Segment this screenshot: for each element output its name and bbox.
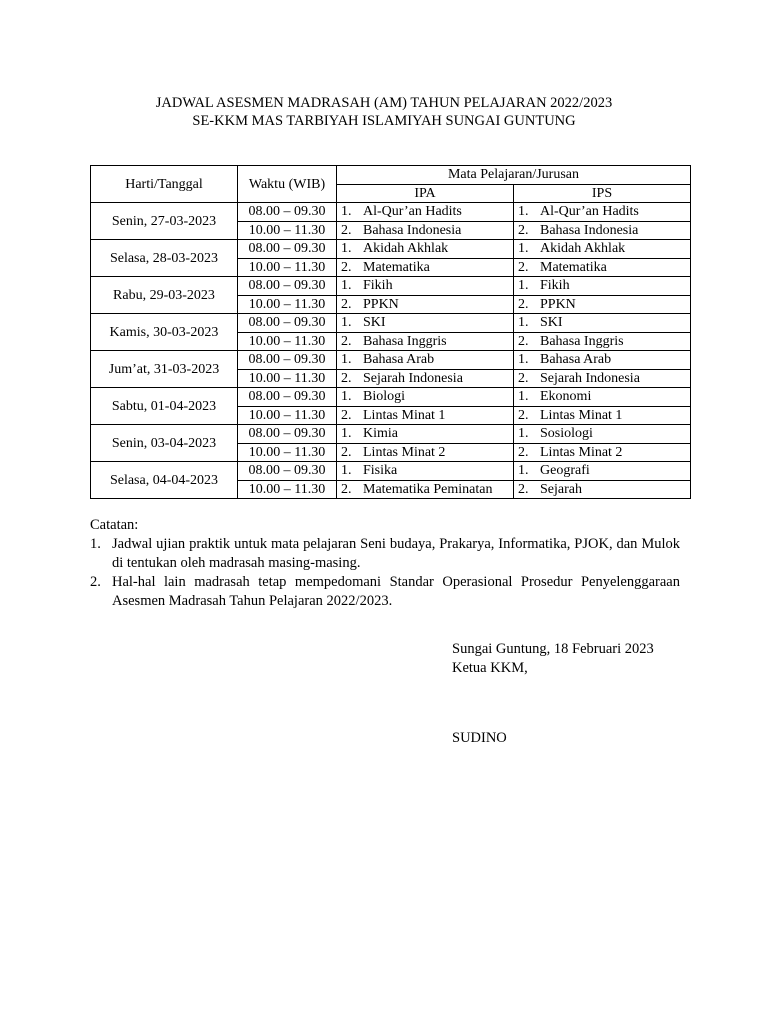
cell-ipa-subject [337,406,514,425]
ips-subject-name: Lintas Minat 1 [540,407,623,423]
ips-subject-name: Sejarah Indonesia [540,370,640,386]
cell-day: Jum’at, 31-03-2023 [91,351,238,388]
signature-place-date: Sungai Guntung, 18 Februari 2023 [452,641,654,657]
cell-time: 10.00 – 11.30 [238,295,337,314]
ips-subject-name: Matematika [540,259,607,275]
cell-ips-subject [514,258,691,277]
table-row [91,388,691,407]
ipa-subject-name: Fikih [363,278,393,294]
ipa-item-number: 2. [341,259,352,275]
header-ipa: IPA [337,184,514,203]
cell-ips-subject [514,406,691,425]
cell-day: Rabu, 29-03-2023 [91,277,238,314]
table-row [91,277,691,296]
table-row [91,462,691,481]
ips-item-number: 2. [518,407,529,423]
ipa-subject-name: PPKN [363,296,399,312]
header-time: Waktu (WIB) [238,166,337,203]
cell-time: 08.00 – 09.30 [238,351,337,370]
notes-section [90,516,680,611]
ips-subject-name: Sosiologi [540,426,593,442]
ipa-item-number: 1. [341,426,352,442]
ipa-subject-name: Biologi [363,389,406,405]
ipa-subject-name: Sejarah Indonesia [363,370,463,386]
table-row [91,203,691,222]
ipa-item-number: 1. [341,463,352,479]
cell-ips-subject [514,332,691,351]
cell-day: Senin, 03-04-2023 [91,425,238,462]
note-item [90,573,680,611]
ips-item-number: 1. [518,241,529,257]
note-item [90,535,680,573]
cell-ipa-subject [337,425,514,444]
ipa-item-number: 2. [341,333,352,349]
cell-ipa-subject [337,443,514,462]
cell-ipa-subject [337,295,514,314]
document-title: JADWAL ASESMEN MADRASAH (AM) TAHUN PELAJARAN 2022/2023 [155,95,613,111]
ipa-item-number: 2. [341,444,352,460]
ips-subject-name: SKI [540,315,563,331]
notes-list [90,535,680,611]
note-text: Hal-hal lain madrasah tetap mempedomani Standar Operasional Prosedur Penyelenggaraan Asesmen Madrasah Tahun Pelajaran 2022/2023. [112,574,680,609]
cell-ipa-subject [337,203,514,222]
note-text: Jadwal ujian praktik untuk mata pelajaran Seni budaya, Prakarya, Informatika, PJOK, dan Mulok di tentukan oleh madrasah masing-masing. [112,536,680,571]
ips-item-number: 1. [518,315,529,331]
ips-subject-name: Bahasa Arab [540,352,612,368]
ipa-item-number: 1. [341,204,352,220]
ipa-subject-name: Lintas Minat 2 [363,444,446,460]
ipa-item-number: 2. [341,481,352,497]
ips-subject-name: Geografi [540,463,590,479]
cell-ipa-subject [337,258,514,277]
cell-time: 10.00 – 11.30 [238,480,337,499]
cell-ipa-subject [337,277,514,296]
cell-time: 10.00 – 11.30 [238,221,337,240]
header-subject-group: Mata Pelajaran/Jurusan [337,166,691,185]
table-row [91,314,691,333]
ips-subject-name: Ekonomi [540,389,592,405]
cell-time: 08.00 – 09.30 [238,203,337,222]
cell-ipa-subject [337,388,514,407]
ips-subject-name: PPKN [540,296,576,312]
cell-time: 08.00 – 09.30 [238,240,337,259]
ips-item-number: 2. [518,481,529,497]
ips-subject-name: Fikih [540,278,570,294]
ipa-item-number: 2. [341,296,352,312]
cell-ipa-subject [337,480,514,499]
cell-day: Kamis, 30-03-2023 [91,314,238,351]
cell-time: 10.00 – 11.30 [238,406,337,425]
ipa-subject-name: Matematika [363,259,430,275]
cell-ipa-subject [337,332,514,351]
cell-ipa-subject [337,221,514,240]
cell-ips-subject [514,425,691,444]
cell-ipa-subject [337,369,514,388]
table-header-row [91,166,691,185]
cell-ips-subject [514,369,691,388]
ipa-subject-name: Lintas Minat 1 [363,407,446,423]
ips-item-number: 2. [518,259,529,275]
ipa-item-number: 2. [341,222,352,238]
cell-day: Senin, 27-03-2023 [91,203,238,240]
ips-subject-name: Bahasa Inggris [540,333,624,349]
ipa-item-number: 2. [341,370,352,386]
cell-ipa-subject [337,240,514,259]
cell-ips-subject [514,295,691,314]
cell-day: Selasa, 28-03-2023 [91,240,238,277]
ipa-subject-name: Akidah Akhlak [363,241,449,257]
ipa-subject-name: Matematika Peminatan [363,481,493,497]
ipa-subject-name: Kimia [363,426,398,442]
cell-ips-subject [514,388,691,407]
ipa-item-number: 1. [341,352,352,368]
ipa-subject-name: Bahasa Indonesia [363,222,462,238]
cell-time: 08.00 – 09.30 [238,314,337,333]
ips-item-number: 2. [518,370,529,386]
table-row [91,425,691,444]
header-ips: IPS [514,184,691,203]
ips-subject-name: Sejarah [540,481,582,497]
ips-item-number: 1. [518,204,529,220]
table-row [91,240,691,259]
header-day: Harti/Tanggal [91,166,238,203]
ipa-subject-name: Bahasa Inggris [363,333,447,349]
cell-ips-subject [514,203,691,222]
schedule-body [91,203,691,499]
cell-ipa-subject [337,314,514,333]
ipa-subject-name: Bahasa Arab [363,352,435,368]
note-number: 2. [90,574,101,590]
cell-ipa-subject [337,351,514,370]
ips-subject-name: Al-Qur’an Hadits [540,204,639,220]
cell-time: 08.00 – 09.30 [238,462,337,481]
ipa-subject-name: Fisika [363,463,398,479]
ips-subject-name: Bahasa Indonesia [540,222,639,238]
signature-name: SUDINO [452,730,507,746]
ipa-subject-name: Al-Qur’an Hadits [363,204,462,220]
cell-time: 10.00 – 11.30 [238,369,337,388]
cell-ips-subject [514,221,691,240]
cell-ips-subject [514,351,691,370]
cell-ips-subject [514,443,691,462]
cell-time: 08.00 – 09.30 [238,388,337,407]
ips-item-number: 2. [518,296,529,312]
ipa-subject-name: SKI [363,315,386,331]
ips-item-number: 1. [518,278,529,294]
ipa-item-number: 1. [341,315,352,331]
ipa-item-number: 1. [341,241,352,257]
cell-time: 08.00 – 09.30 [238,425,337,444]
cell-time: 10.00 – 11.30 [238,443,337,462]
ips-item-number: 1. [518,463,529,479]
signature-position: Ketua KKM, [452,660,528,676]
ipa-item-number: 2. [341,407,352,423]
cell-day: Sabtu, 01-04-2023 [91,388,238,425]
ips-item-number: 2. [518,222,529,238]
ips-item-number: 2. [518,444,529,460]
table-row [91,351,691,370]
cell-time: 10.00 – 11.30 [238,258,337,277]
ipa-item-number: 1. [341,389,352,405]
cell-ips-subject [514,314,691,333]
cell-ips-subject [514,462,691,481]
notes-heading: Catatan: [90,517,139,533]
ipa-item-number: 1. [341,278,352,294]
ips-item-number: 1. [518,426,529,442]
ips-item-number: 1. [518,352,529,368]
ips-item-number: 2. [518,333,529,349]
cell-time: 10.00 – 11.30 [238,332,337,351]
cell-ips-subject [514,277,691,296]
document-subtitle: SE-KKM MAS TARBIYAH ISLAMIYAH SUNGAI GUNTUNG [192,113,576,129]
ips-item-number: 1. [518,389,529,405]
cell-ips-subject [514,240,691,259]
schedule-table [90,165,691,499]
cell-time: 08.00 – 09.30 [238,277,337,296]
cell-ipa-subject [337,462,514,481]
note-number: 1. [90,536,101,552]
cell-day: Selasa, 04-04-2023 [91,462,238,499]
ips-subject-name: Lintas Minat 2 [540,444,623,460]
ips-subject-name: Akidah Akhlak [540,241,626,257]
cell-ips-subject [514,480,691,499]
